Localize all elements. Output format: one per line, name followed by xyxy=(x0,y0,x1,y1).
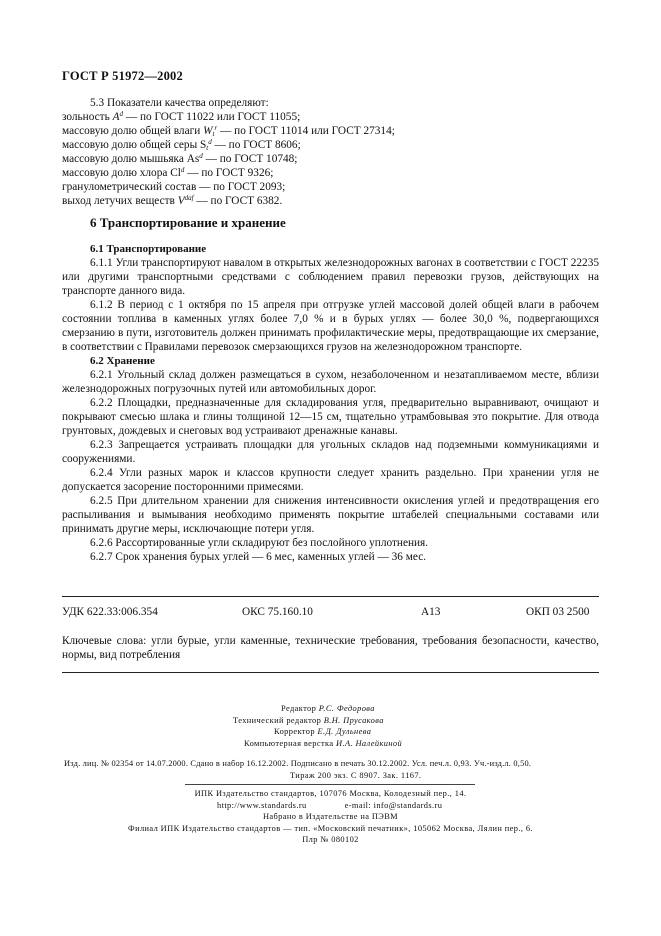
section-6-title: 6 Транспортирование и хранение xyxy=(90,215,286,230)
publisher-rule xyxy=(185,784,475,785)
contacts-line xyxy=(0,800,661,812)
okp-code: ОКП 03 2500 xyxy=(526,606,590,618)
arsenic-line: массовую долю мышьяка As$^d$ — по ГОСТ 10748; xyxy=(62,152,298,165)
para-6-2-3: 6.2.3 Запрещается устраивать площадки для угольных складов над подземными коммуникациями и сооружениями. xyxy=(62,439,599,465)
tech-editor-line: Технический редактор В.Н. Прусакова xyxy=(233,715,384,725)
credits-publisher xyxy=(0,788,661,846)
typeset-line: Набрано в Издательстве на ПЭВМ xyxy=(262,812,399,821)
credits-staff xyxy=(0,703,661,749)
plr-line: Плр № 080102 xyxy=(302,835,359,844)
keywords-rule xyxy=(62,672,599,673)
classification-rule xyxy=(62,596,599,597)
corrector-line: Корректор Е.Д. Дульнева xyxy=(274,727,372,736)
ash-line: зольность $A^d$ — по ГОСТ 11022 или ГОСТ 11055; xyxy=(62,110,301,123)
granulometric-line: гранулометрический состав — по ГОСТ 2093; xyxy=(62,181,286,193)
a-code: А13 xyxy=(421,606,441,618)
print-run-line: Тираж 200 экз. С 8907. Зак. 1167. xyxy=(290,770,422,780)
para-6-2-6: 6.2.6 Рассортированные угли складируют без послойного уплотнения. xyxy=(90,537,429,549)
page-header: ГОСТ Р 51972—2002 xyxy=(62,69,183,83)
s53-heading: 5.3 Показатели качества определяют: xyxy=(90,97,269,109)
volatile-line: выход летучих веществ $V^{daf}$ — по ГОСТ 6382. xyxy=(62,194,283,207)
para-6-1-2: 6.1.2 В период с 1 октября по 15 апреля при отгрузке углей массовой долей общей влаги в рабочем состоянии топлива в каменных углях более 7,0 % и в бурых углях — более 30,0 %, подвергающихся смерзанию в пути, изготовитель должен принимать профилактические меры, предотвращающие их смерзание, в соответствии с Правилами перевозок смерзающихся грузов на железнодорожном транспорте. xyxy=(62,299,599,353)
moisture-line: массовую долю общей влаги $W_t^r$ — по ГОСТ 11014 или ГОСТ 27314; xyxy=(62,124,395,138)
credits-license xyxy=(0,758,661,781)
website-link[interactable]: http://www.standards.ru xyxy=(217,800,307,810)
license-line: Изд. лиц. № 02354 от 14.07.2000. Сдано в набор 16.12.2002. Подписано в печать 30.12.2002. Усл. печ.л. 0,93. Уч.-изд.л. 0,50. xyxy=(64,759,532,768)
branch-line: Филиал ИПК Издательство стандартов — тип. «Московский печатник», 105062 Москва, Лялин пер., 6. xyxy=(128,823,533,833)
section-6-body xyxy=(62,242,599,564)
para-6-2-7: 6.2.7 Срок хранения бурых углей — 6 мес, каменных углей — 36 мес. xyxy=(90,551,427,563)
email-link[interactable]: e-mail: info@standards.ru xyxy=(344,800,443,810)
para-6-2-1: 6.2.1 Угольный склад должен размещаться в сухом, незаболоченном и незатапливаемом месте, вблизи железнодорожных погрузочных путей или автомобильных дорог. xyxy=(62,369,599,395)
para-6-2-2: 6.2.2 Площадки, предназначенные для складирования угля, предварительно выравнивают, очищают и покрывают смесью шлака и глины толщиной 12—15 см, тщательно утрамбовывая это покрытие. Для отвода грунтовых, дождевых и снеговых вод устраивают дренажные канавы. xyxy=(62,397,599,437)
keywords: Ключевые слова: угли бурые, угли каменные, технические требования, требования безопасности, качество, нормы, вид потребления xyxy=(62,635,599,661)
udk-code: УДК 622.33:006.354 xyxy=(62,606,158,618)
editor-line: Редактор Р.С. Федорова xyxy=(281,704,375,713)
s61-heading: 6.1 Транспортирование xyxy=(90,243,207,255)
s62-heading: 6.2 Хранение xyxy=(90,355,155,367)
para-6-2-4: 6.2.4 Угли разных марок и классов крупности следует хранить раздельно. При хранении угля не допускается засорение посторонними примесями. xyxy=(62,467,599,493)
para-6-1-1: 6.1.1 Угли транспортируют навалом в открытых железнодорожных вагонах в соответствии с ГОСТ 22235 или другими транспортными средствами с соблюдением правил перевозки грузов, действующих на транспорте данного вида. xyxy=(62,257,599,297)
sulfur-line: массовую долю общей серы $S_t^d$ — по ГОСТ 8606; xyxy=(62,138,301,152)
chlorine-line: массовую долю хлора Cl$^d$ — по ГОСТ 9326; xyxy=(62,166,274,179)
publisher-line: ИПК Издательство стандартов, 107076 Москва, Колодезный пер., 14. xyxy=(194,789,467,798)
oks-code: ОКС 75.160.10 xyxy=(242,606,313,618)
section-5-3 xyxy=(62,96,599,208)
section-6-title-wrap xyxy=(62,216,599,230)
para-6-2-5: 6.2.5 При длительном хранении для снижения интенсивности окисления углей и предотвращения его распыливания и вымывания необходимо применять покрытие штабелей специальными составами или принимать другие меры, исключающие потери угля. xyxy=(62,495,599,535)
layout-line: Компьютерная верстка И.А. Налейкиной xyxy=(244,738,403,748)
